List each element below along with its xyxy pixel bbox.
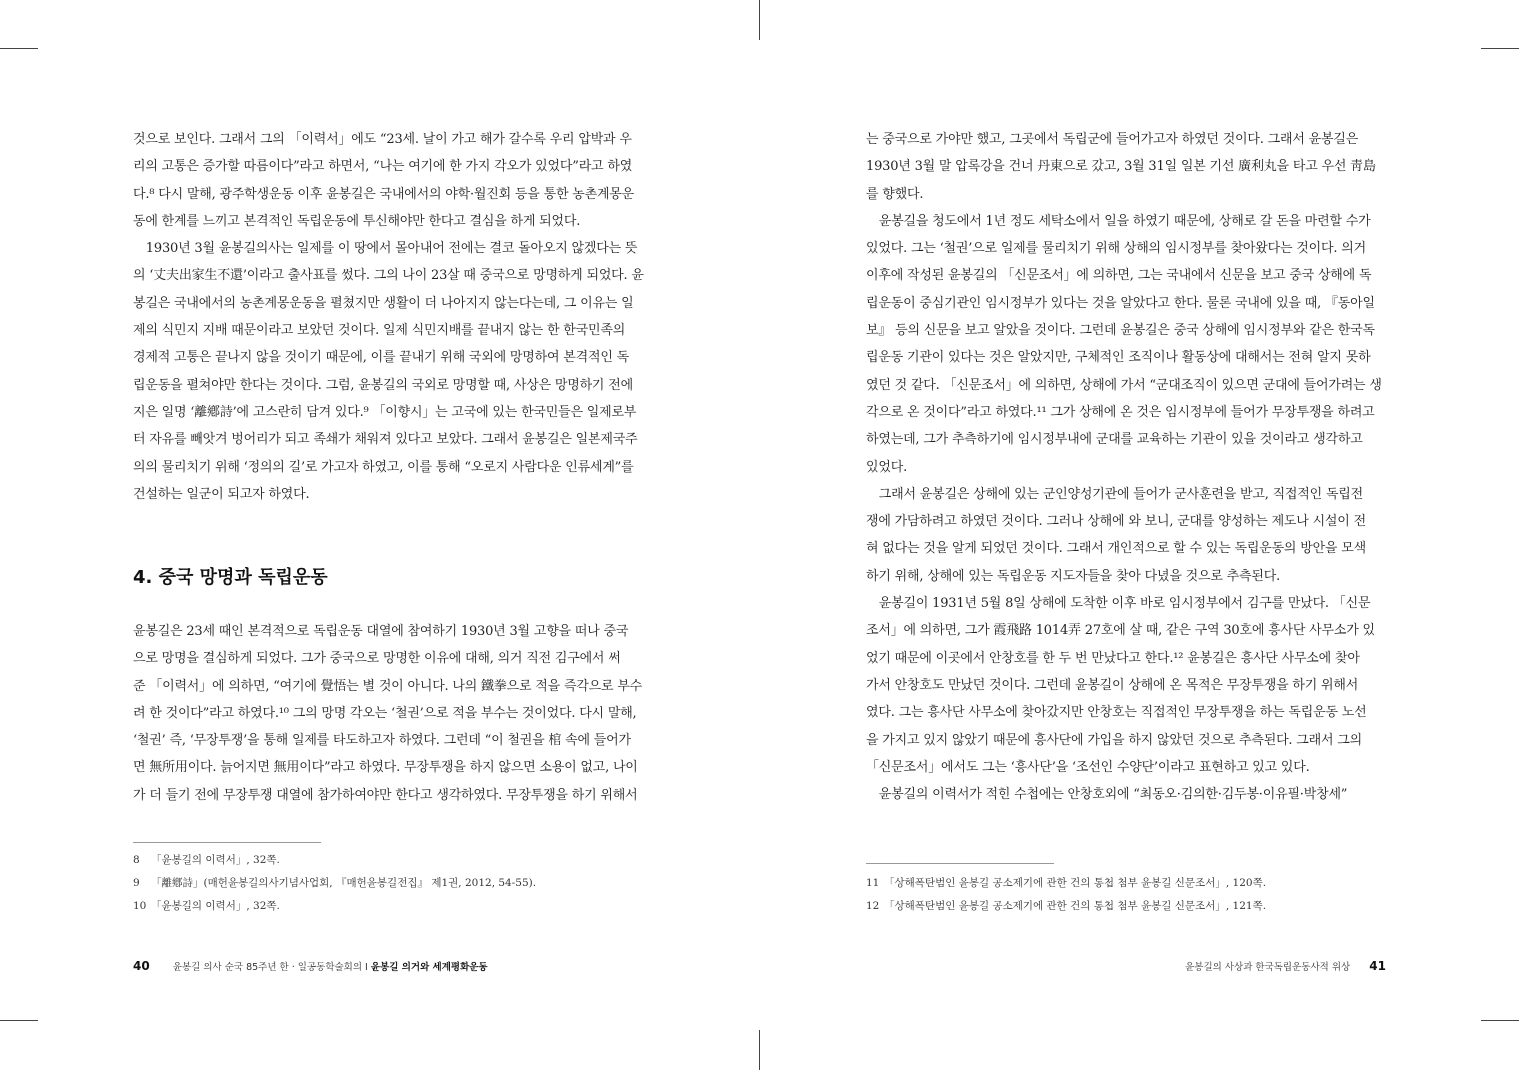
running-title [173,962,488,973]
text-line: 으로 망명을 결심하게 되었다. 그가 중국으로 망명한 이유에 대해, 의거 직전 김구에서 써 [133,651,621,667]
footnote [133,895,536,918]
left-paragraph-block-2 [133,618,655,809]
text-line: 경제적 고통은 끝나지 않을 것이기 때문에, 이를 끝내기 위해 국외에 망명하여 본격적인 독 [133,350,630,366]
text-line: 윤봉길은 23세 때인 본격적으로 독립운동 대열에 참여하기 1930년 3월 고향을 떠나 중국 [133,624,629,639]
page-number: 41 [1369,959,1386,973]
text-line: 윤봉길을 청도에서 1년 정도 세탁소에서 일을 하였기 때문에, 상해로 갈 돈을 마련할 수가 [866,213,1371,229]
footnote-number: 9 [133,877,140,889]
footnote-rule [133,842,321,843]
text-line: ‘철권’ 즉, ‘무장투쟁’을 통해 일제를 타도하고자 하였다. 그런데 “이 철권을 棺 속에 들어가 [133,733,631,749]
text-line: 였던 것 같다. 「신문조서」에 의하면, 상해에 가서 “군대조직이 있으면 군대에 들어가려는 생 [866,377,1382,393]
text-line: 조서」에 의하면, 그가 霞飛路 1014弄 27호에 살 때, 같은 구역 30호에 흥사단 사무소가 있 [866,623,1375,639]
footnote-rule [866,863,1054,864]
footnote-text: 「상해폭탄범인 윤봉길 공소제기에 관한 건의 통첩 첨부 윤봉길 신문조서」, 120쪽. [884,877,1267,889]
crop-mark-top-right [1481,48,1519,49]
running-title: 윤봉길의 사상과 한국독립운동사적 위상 [1185,962,1351,973]
text-line: 봉길은 국내에서의 농촌계몽운동을 펼쳤지만 생활이 더 나아지지 않는다는데, 그 이유는 일 [133,295,634,311]
text-line: 제의 식민지 지배 때문이라고 보았던 것이다. 일제 식민지배를 끝내지 않는 한 한국민족의 [133,323,626,339]
text-line: 을 가지고 있지 않았기 때문에 흥사단에 가입을 하지 않았던 것으로 추측된다. 그래서 그의 [866,732,1363,748]
left-paragraph-block-1 [133,126,655,508]
text-line: 는 중국으로 가야만 했고, 그곳에서 독립군에 들어가고자 하였던 것이다. 그래서 윤봉길은 [866,132,1359,147]
right-paragraph-block [866,126,1388,808]
text-line: 다.⁸ 다시 말해, 광주학생운동 이후 윤봉길은 국내에서의 야학·월진회 등을 통한 농촌계몽운 [133,186,635,202]
crop-mark-top-center [759,0,760,40]
text-line: 립운동을 펼쳐야만 한다는 것이다. 그럼, 윤봉길의 국외로 망명할 때, 사상은 망명하기 전에 [133,377,633,393]
footnote-text: 「離鄕詩」(매헌윤봉길의사기념사업회, 『매헌윤봉길전집』 제1권, 2012, 54-55). [151,877,537,889]
text-line: 립운동 기관이 있다는 것은 알았지만, 구체적인 조직이나 활동상에 대해서는 전혀 알지 못하 [866,350,1371,366]
left-footnotes [133,849,536,918]
text-line: 각으로 온 것이다”라고 하였다.¹¹ 그가 상해에 온 것은 임시정부에 들어가 무장투쟁을 하려고 [866,404,1375,420]
crop-mark-top-left [0,48,38,49]
footnote [866,895,1266,918]
text-line: 지은 일명 ‘離鄕詩’에 고스란히 담겨 있다.⁹ 「이향시」는 고국에 있는 한국민들은 일제로부 [133,404,637,420]
page-number: 40 [133,959,150,973]
footnote-number: 10 [133,900,147,912]
running-title-text: 윤봉길 의사 순국 85주년 한 · 일공동학술회의 I [172,962,371,973]
text-line: 윤봉길의 이력서가 적힌 수첩에는 안창호외에 “최동오·김의한·김두봉·이유필·박창세” [866,787,1348,803]
running-title-bold: 윤봉길 의거와 세계평화운동 [370,962,488,973]
text-line: 를 향했다. [866,186,924,202]
text-line: 었기 때문에 이곳에서 안창호를 한 두 번 만났다고 한다.¹² 윤봉길은 흥사단 사무소에 찾아 [866,650,1360,666]
text-line: 있었다. [866,459,908,475]
footnote-text: 「상해폭탄범인 윤봉길 공소제기에 관한 건의 통첩 첨부 윤봉길 신문조서」, 121쪽. [884,900,1267,912]
text-line: 혀 없다는 것을 알게 되었던 것이다. 그래서 개인적으로 할 수 있는 독립운동의 방안을 모색 [866,541,1366,557]
crop-mark-bottom-left [0,1020,38,1021]
text-line: 였다. 그는 흥사단 사무소에 찾아갔지만 안창호는 직접적인 무장투쟁을 하는 독립운동 노선 [866,705,1367,721]
text-line: 건설하는 일군이 되고자 하였다. [133,486,310,502]
text-line: 있었다. 그는 ‘철권’으로 일제를 물리치기 위해 상해의 임시정부를 찾아왔다는 것이다. 의거 [866,241,1366,257]
text-line: 가서 안창호도 만났던 것이다. 그런데 윤봉길이 상해에 온 목적은 무장투쟁을 하기 위해서 [866,677,1359,693]
text-line: 리의 고통은 증가할 따름이다”라고 하면서, “나는 여기에 한 가지 각오가 있었다”라고 하였 [133,159,633,175]
right-footnotes [866,872,1266,918]
text-line: 쟁에 가담하려고 하였던 것이다. 그러나 상해에 와 보니, 군대를 양성하는 제도나 시설이 전 [866,514,1366,530]
left-page-body [133,126,655,508]
footnote-text: 「윤봉길의 이력서」, 32쪽. [151,854,280,866]
crop-mark-bottom-center [759,1030,760,1070]
text-line: 하였는데, 그가 추측하기에 임시정부내에 군대를 교육하는 기관이 있을 것이라고 생각하고 [866,432,1363,448]
crop-mark-bottom-right [1481,1020,1519,1021]
footnote-number: 12 [866,900,880,912]
text-line: 그래서 윤봉길은 상해에 있는 군인양성기관에 들어가 군사훈련을 받고, 직접적인 독립전 [866,486,1364,502]
text-line: 의의 물리치기 위해 ‘정의의 길’로 가고자 하였고, 이를 통해 “오로지 사람다운 인류세계”를 [133,459,634,475]
text-line: 1930년 3월 말 압록강을 건너 丹東으로 갔고, 3월 31일 일본 기선 廣利丸을 타고 우선 靑島 [866,159,1376,175]
text-line: 1930년 3월 윤봉길의사는 일제를 이 땅에서 몰아내어 전에는 결코 돌아오지 않겠다는 뜻 [133,241,638,257]
right-footer [1185,955,1386,975]
footnote-number: 8 [133,854,140,866]
section-heading: 4. 중국 망명과 독립운동 [133,567,328,588]
text-line: 의 ‘丈夫出家生不還’이라고 출사표를 썼다. 그의 나이 23살 때 중국으로 망명하게 되었다. 윤 [133,268,644,284]
text-line: 동에 한계를 느끼고 본격적인 독립운동에 투신해야만 한다고 결심을 하게 되었다. [133,213,581,229]
text-line: 보』 등의 신문을 보고 알았을 것이다. 그런데 윤봉길은 중국 상해에 임시정부와 같은 한국독 [866,323,1375,339]
footnote [866,872,1266,895]
text-line: 면 無所用이다. 늙어지면 無用이다”라고 하였다. 무장투쟁을 하지 않으면 소용이 없고, 나이 [133,760,638,776]
text-line: 이후에 작성된 윤봉길의 「신문조서」에 의하면, 그는 국내에서 신문을 보고 중국 상해에 독 [866,268,1372,284]
left-page-body-2 [133,618,655,809]
footnote [133,849,536,872]
text-line: 립운동이 중심기관인 임시정부가 있다는 것을 알았다고 한다. 물론 국내에 있을 때, 『동아일 [866,295,1375,311]
footnote-number: 11 [866,877,880,889]
footnote-text: 「윤봉길의 이력서」, 32쪽. [151,900,280,912]
text-line: 하기 위해, 상해에 있는 독립운동 지도자들을 찾아 다녔을 것으로 추측된다. [866,568,1280,584]
right-page-body [866,126,1388,808]
text-line: 터 자유를 빼앗겨 벙어리가 되고 족쇄가 채워져 있다고 보았다. 그래서 윤봉길은 일본제국주 [133,432,638,448]
text-line: 「신문조서」에서도 그는 ‘흥사단’을 ‘조선인 수양단’이라고 표현하고 있고 있다. [866,759,1310,775]
text-line: 가 더 들기 전에 무장투쟁 대열에 참가하여야만 한다고 생각하였다. 무장투쟁을 하기 위해서 [133,787,638,803]
text-line: 려 한 것이다”라고 하였다.¹⁰ 그의 망명 각오는 ‘철권’으로 적을 부수는 것이었다. 다시 말해, [133,705,637,721]
text-line: 윤봉길이 1931년 5월 8일 상해에 도착한 이후 바로 임시정부에서 김구를 만났다. 「신문 [866,596,1371,612]
left-footer [133,955,488,975]
text-line: 것으로 보인다. 그래서 그의 「이력서」에도 “23세. 날이 가고 해가 갈수록 우리 압박과 우 [133,132,632,147]
footnote [133,872,536,895]
text-line: 준 「이력서」에 의하면, “여기에 覺悟는 별 것이 아니다. 나의 鐵拳으로 적을 즉각으로 부수 [133,678,643,694]
